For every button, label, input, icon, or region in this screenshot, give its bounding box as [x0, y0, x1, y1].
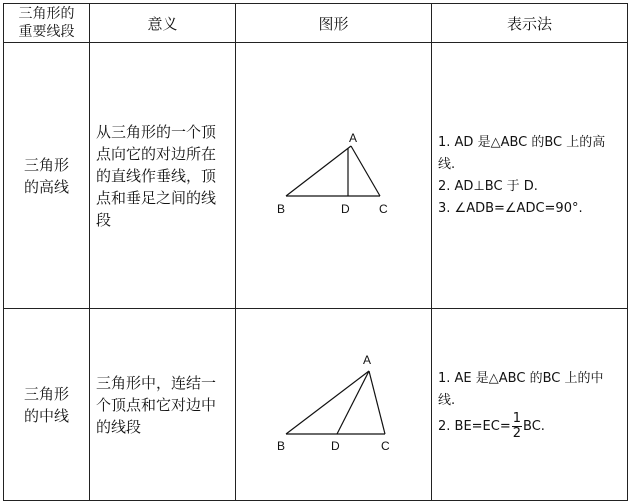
header-meaning: 意义: [90, 4, 236, 43]
header-figure: 图形: [236, 4, 432, 43]
row-median-meaning: [90, 309, 236, 501]
altitude-label-a: A: [349, 131, 358, 145]
altitude-label-d: D: [341, 202, 350, 216]
median-notation-line2: 线.: [438, 393, 456, 408]
row-median-name-line1: 三角形: [23, 384, 69, 403]
table-row-median: [4, 309, 628, 501]
row-altitude-figure: [236, 43, 432, 309]
row-altitude-meaning: [90, 43, 236, 309]
median-side-ac: [369, 371, 385, 434]
row-median-notation: [432, 309, 628, 501]
altitude-notation-line3: 2. AD⊥BC 于 D.: [438, 178, 538, 194]
row-altitude-meaning-line1: 从三角形的一个顶: [96, 122, 217, 141]
table-row-altitude: [4, 43, 628, 309]
triangle-segments-table: [3, 3, 628, 501]
row-altitude-notation: [432, 43, 628, 309]
row-altitude-name-line2: 的高线: [23, 177, 69, 196]
altitude-notation-line4: 3. ∠ADB=∠ADC=90°.: [438, 200, 583, 216]
median-label-d: D: [331, 439, 340, 453]
header-segment-type: [4, 4, 90, 43]
row-median-meaning-line1: 三角形中，连结一: [96, 373, 217, 392]
header-segment-type-line2: 重要线段: [18, 24, 75, 40]
altitude-side-ab: [286, 146, 351, 196]
altitude-side-ac: [351, 146, 380, 196]
row-median-meaning-line3: 的线段: [96, 417, 142, 436]
row-altitude-name: [4, 43, 90, 309]
median-label-c: C: [381, 439, 390, 453]
fraction-numerator: 1: [512, 411, 522, 426]
altitude-notation-line1: 1. AD 是△ABC 的BC 上的高: [438, 134, 606, 150]
altitude-label-b: B: [277, 202, 286, 216]
median-notation-line1: 1. AE 是△ABC 的BC 上的中: [438, 371, 604, 386]
median-notation-line3: [438, 412, 627, 441]
median-notation-line3-suffix: BC.: [523, 419, 545, 434]
median-label-b: B: [277, 439, 286, 453]
header-segment-type-line1: 三角形的: [18, 6, 75, 22]
header-row: [4, 4, 628, 43]
row-altitude-meaning-line5: 段: [96, 210, 112, 229]
row-altitude-meaning-line4: 点和垂足之间的线: [96, 188, 217, 207]
row-altitude-name-line1: 三角形: [23, 155, 69, 174]
fraction-one-half: [512, 412, 522, 441]
altitude-triangle-diagram: [236, 43, 432, 308]
row-altitude-meaning-line2: 点向它的对边所在: [96, 144, 217, 163]
header-notation: 表示法: [432, 4, 628, 43]
altitude-notation-line2: 线.: [438, 156, 456, 172]
row-median-name-line2: 的中线: [23, 406, 69, 425]
row-altitude-meaning-line3: 的直线作垂线，顶: [96, 166, 217, 185]
median-side-ab: [286, 371, 369, 434]
median-label-a: A: [363, 353, 372, 367]
row-median-name: [4, 309, 90, 501]
median-segment-ad: [337, 371, 369, 434]
altitude-label-c: C: [379, 202, 388, 216]
median-notation-line3-prefix: 2. BE=EC=: [438, 419, 511, 434]
row-median-figure: [236, 309, 432, 501]
row-median-meaning-line2: 个顶点和它对边中: [96, 395, 217, 414]
fraction-denominator: 2: [512, 426, 522, 441]
median-triangle-diagram: [236, 309, 432, 500]
